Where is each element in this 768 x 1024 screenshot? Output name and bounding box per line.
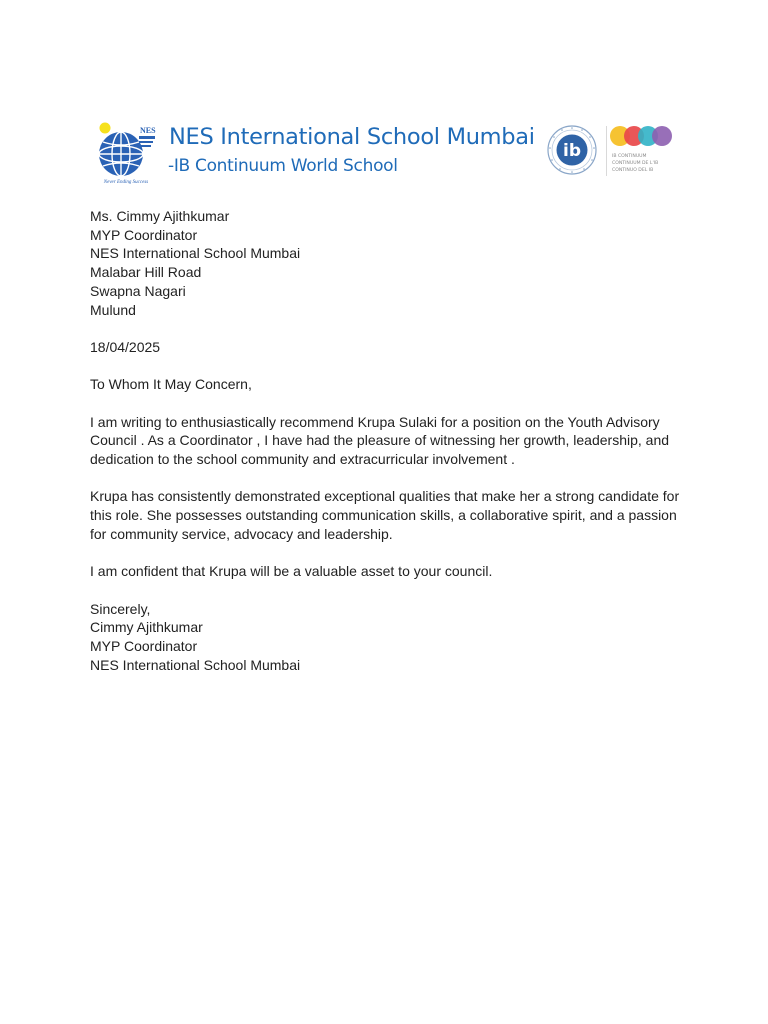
paragraph-line: Krupa has consistently demonstrated exceptional qualities that make her a strong candidate for — [90, 488, 680, 505]
svg-text:NES: NES — [140, 126, 156, 135]
signatory-name: Cimmy Ajithkumar — [90, 619, 203, 636]
nes-globe-logo — [94, 120, 158, 184]
body-paragraph-1 — [90, 413, 690, 469]
body-paragraph-2 — [90, 487, 690, 543]
closing-salutation: Sincerely, — [90, 600, 151, 617]
body-paragraph-3 — [90, 562, 690, 581]
school-subtitle: -IB Continuum World School — [168, 156, 398, 176]
signatory-school: NES International School Mumbai — [90, 656, 301, 673]
closing-block — [90, 600, 690, 675]
signatory-title: MYP Coordinator — [90, 638, 198, 655]
logo-motto: Never Ending Success — [103, 180, 149, 184]
logo-divider — [606, 126, 607, 176]
sender-school: NES International School Mumbai — [90, 245, 301, 262]
paragraph-line: I am writing to enthusiastically recommend Krupa Sulaki for a position on the Youth Advisory — [90, 413, 660, 430]
ib-continuum-line-3: CONTINUO DEL IB — [612, 168, 654, 173]
sender-address-line: Mulund — [90, 301, 136, 318]
sender-address — [90, 207, 690, 319]
paragraph-line: dedication to the school community and extracurricular involvement . — [90, 451, 515, 468]
letter-date: 18/04/2025 — [90, 338, 161, 355]
ib-continuum-line-2: CONTINUUM DE L'IB — [612, 161, 659, 166]
ib-logo-group — [546, 122, 678, 180]
ib-continuum-line-1: IB CONTINUUM — [612, 154, 647, 159]
school-name: NES International School Mumbai — [169, 124, 535, 150]
paragraph-line: for community service, advocacy and leadership. — [90, 525, 393, 542]
sender-title: MYP Coordinator — [90, 226, 198, 243]
sender-address-line: Malabar Hill Road — [90, 264, 202, 281]
salutation: To Whom It May Concern, — [90, 376, 252, 393]
paragraph-line: I am confident that Krupa will be a valuable asset to your council. — [90, 563, 493, 580]
ib-continuum-logo — [610, 124, 676, 176]
letterhead — [94, 120, 678, 184]
paragraph-line: this role. She possesses outstanding communication skills, a collaborative spirit, and a passion — [90, 507, 677, 524]
letter-body — [90, 207, 690, 674]
paragraph-line: Council . As a Coordinator , I have had the pleasure of witnessing her growth, leadership, and — [90, 432, 670, 449]
svg-text:ib: ib — [563, 141, 581, 161]
sender-address-line: Swapna Nagari — [90, 282, 186, 299]
sender-name: Ms. Cimmy Ajithkumar — [90, 208, 230, 224]
ib-seal-icon — [546, 124, 598, 176]
